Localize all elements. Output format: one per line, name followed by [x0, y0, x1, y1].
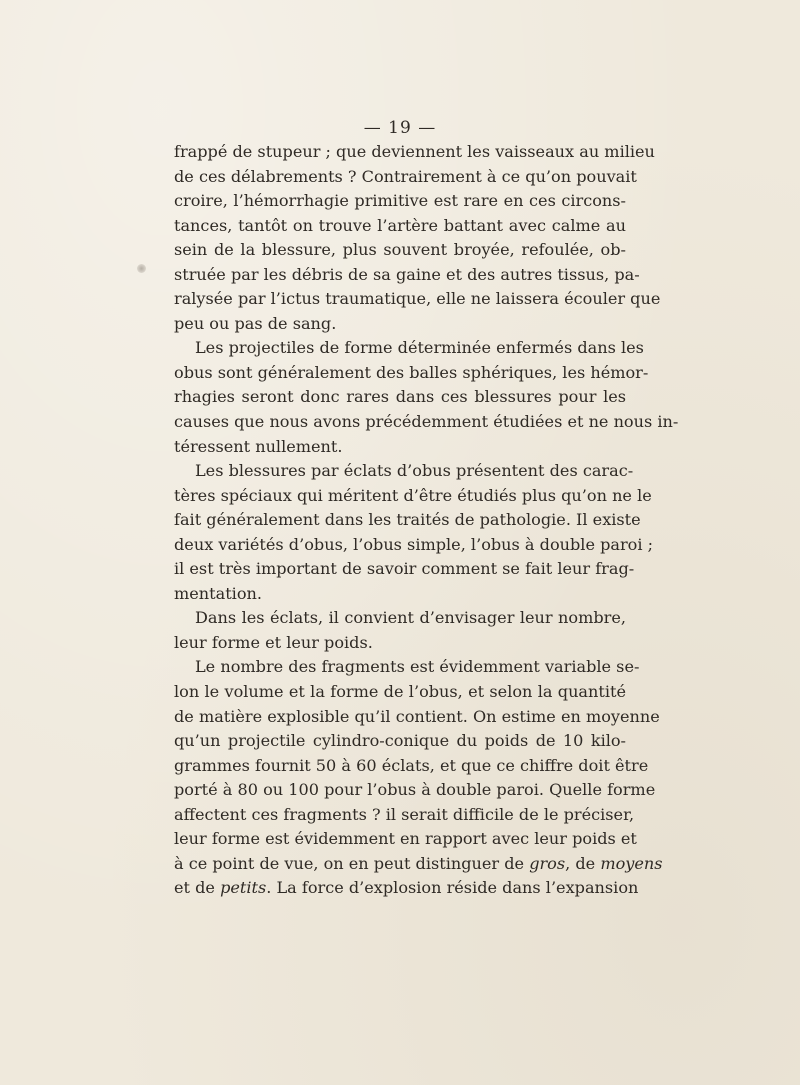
text-line: grammes fournit 50 à 60 éclats, et que ce chiffre doit être [174, 755, 649, 775]
text-line: causes que nous avons précédemment étudiées et ne nous in- [174, 412, 679, 432]
text-line: lon le volume et la forme de l’obus, et selon la quantité [174, 682, 626, 702]
text-line: tères spéciaux qui méritent d’être étudiés plus qu’on ne le [174, 485, 652, 505]
text-line: Le nombre des fragments est évidemment variable se- [195, 657, 640, 677]
text-line: leur forme est évidemment en rapport avec leur poids et [174, 829, 637, 849]
text-line: mentation. [174, 583, 262, 603]
text-segment: . La force d’explosion réside dans l’expansion [266, 878, 639, 898]
text-line: sein de la blessure, plus souvent broyée, refoulée, ob- [174, 240, 626, 260]
text-line: rhagies seront donc rares dans ces blessures pour les [174, 387, 626, 407]
text-line: Les blessures par éclats d’obus présentent des carac- [195, 461, 634, 481]
text-line: struée par les débris de sa gaine et des autres tissus, pa- [174, 264, 640, 284]
text-line-mixed [174, 876, 639, 901]
text-line: peu ou pas de sang. [174, 313, 337, 333]
italic-word: petits [220, 878, 267, 898]
page-number: — 19 — [363, 118, 437, 138]
text-line: Dans les éclats, il convient d’envisager leur nombre, [195, 608, 626, 628]
text-segment: , de [565, 853, 601, 873]
text-line: croire, l’hémorrhagie primitive est rare en ces circons- [174, 191, 626, 211]
text-line: de matière explosible qu’il contient. On estime en moyenne [174, 706, 660, 726]
text-line: ralysée par l’ictus traumatique, elle ne laissera écouler que [174, 289, 661, 309]
text-line-mixed [174, 852, 663, 877]
text-segment: à ce point de vue, on en peut distinguer de [174, 853, 530, 873]
text-line: porté à 80 ou 100 pour l’obus à double paroi. Quelle forme [174, 780, 656, 800]
text-line: tances, tantôt on trouve l’artère battant avec calme au [174, 215, 626, 235]
text-line: il est très important de savoir comment se fait leur frag- [174, 559, 635, 579]
text-line: téressent nullement. [174, 436, 343, 456]
text-line: frappé de stupeur ; que deviennent les vaisseaux au milieu [174, 142, 655, 161]
body-text [174, 140, 679, 901]
italic-word: gros [529, 853, 566, 873]
text-line: obus sont généralement des balles sphériques, les hémor- [174, 362, 649, 382]
text-line: deux variétés d’obus, l’obus simple, l’obus à double paroi ; [174, 534, 654, 554]
text-line: Les projectiles de forme déterminée enfermés dans les [195, 338, 644, 358]
page-stain [137, 264, 146, 273]
text-line: leur forme et leur poids. [174, 632, 373, 652]
text-line: de ces délabrements ? Contrairement à ce qu’on pouvait [174, 166, 637, 186]
italic-word: moyens [600, 853, 663, 873]
text-line: fait généralement dans les traités de pathologie. Il existe [174, 510, 641, 530]
text-line: affectent ces fragments ? il serait difficile de le préciser, [174, 804, 635, 824]
text-segment: et de [174, 878, 221, 898]
text-line: qu’un projectile cylindro-conique du poids de 10 kilo- [174, 731, 626, 751]
